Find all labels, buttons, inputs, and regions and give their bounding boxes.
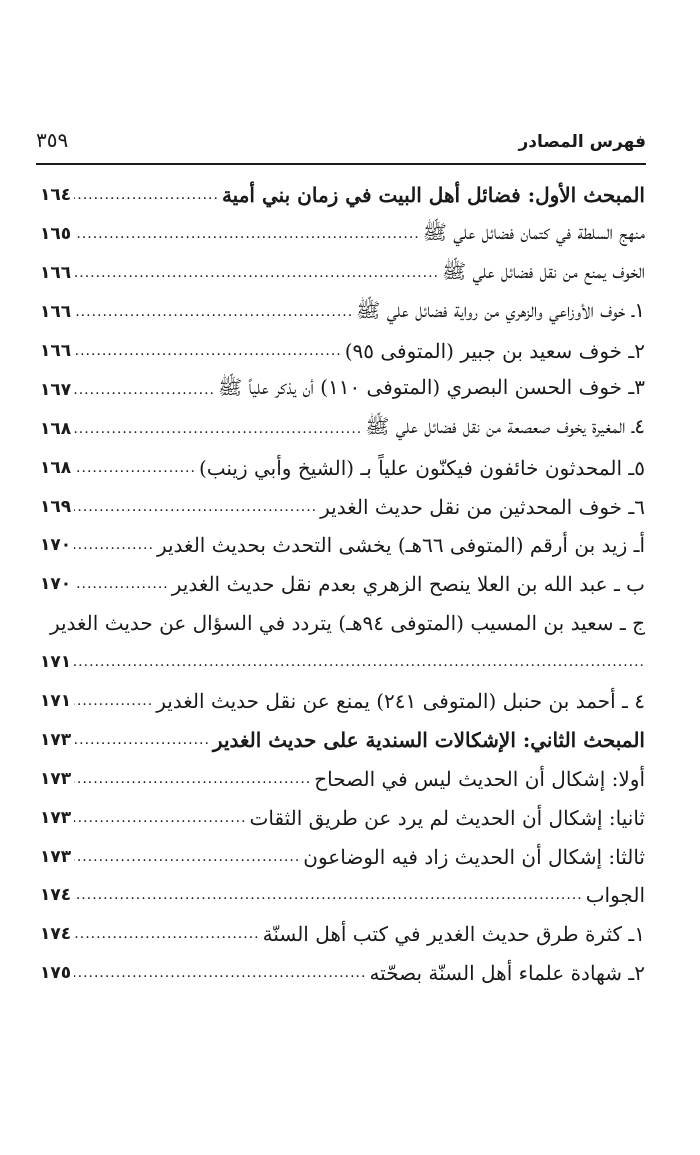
toc-entry-title: ب ـ عبد الله بن العلا ينصح الزهري بعدم نقل حديث الغدير — [171, 572, 645, 597]
toc-dot-leader — [74, 654, 645, 670]
toc-dot-leader — [74, 226, 420, 242]
toc-entry — [40, 876, 645, 915]
toc-entry-page: ١٦٦ — [40, 302, 72, 323]
toc-dot-leader — [74, 849, 300, 865]
toc-entry-page: ١٦٦ — [40, 341, 72, 361]
toc-entry-title: أـ زيد بن أرقم (المتوفى ٦٦هـ) يخشى التحدث بحديث الغدير — [156, 533, 645, 558]
toc-entry-page: ١٧٣ — [40, 729, 72, 750]
toc-entry-title: ٤ ـ أحمد بن حنبل (المتوفى ٢٤١) يمنع عن نقل حديث الغدير — [156, 689, 645, 714]
toc-dot-leader — [74, 382, 215, 398]
table-of-contents — [40, 176, 645, 993]
toc-dot-leader — [74, 771, 311, 787]
toc-entry-title: الخوف يمنع من نقل فضائل علي ﷺ — [441, 258, 645, 283]
toc-dot-leader — [74, 304, 353, 320]
toc-dot-leader — [74, 460, 196, 476]
toc-entry-page: ١٧٣ — [40, 768, 72, 789]
toc-dot-leader — [74, 187, 219, 203]
toc-dot-leader — [74, 887, 583, 903]
toc-entry-page: ١٧٠ — [40, 535, 72, 556]
toc-entry — [40, 954, 645, 993]
toc-entry-page: ١٧٤ — [40, 924, 72, 945]
toc-entry-page: ١٦٥ — [40, 224, 72, 245]
page-number: ٣٥٩ — [36, 128, 69, 152]
toc-entry-title: منهج السلطة في كتمان فضائل علي ﷺ — [422, 219, 645, 244]
toc-entry — [40, 332, 645, 371]
toc-entry — [40, 254, 645, 293]
toc-entry-page: ١٧٠ — [40, 574, 72, 595]
toc-entry — [40, 293, 645, 332]
toc-entry-title: ٢ـ شهادة علماء أهل السنّة بصحّته — [369, 961, 645, 986]
running-title: فهرس المصادر — [518, 132, 646, 152]
toc-dot-leader — [74, 810, 246, 826]
toc-entry — [40, 526, 645, 565]
toc-dot-leader — [74, 499, 317, 515]
toc-entry-page: ١٧١ — [40, 652, 72, 673]
toc-dot-leader — [74, 732, 210, 748]
toc-dot-leader — [74, 693, 153, 709]
toc-dot-leader — [74, 265, 439, 281]
toc-entry-title: أولا: إشكال أن الحديث ليس في الصحاح — [314, 766, 645, 791]
toc-entry-page: ١٧٣ — [40, 807, 72, 828]
toc-dot-leader — [74, 965, 366, 981]
toc-entry-page: ١٦٨ — [40, 457, 72, 478]
toc-entry — [40, 798, 645, 837]
toc-entry-page: ١٧٣ — [40, 846, 72, 867]
toc-entry-page: ١٦٨ — [40, 418, 72, 439]
toc-entry — [40, 915, 645, 954]
toc-entry-title: ٦ـ خوف المحدثين من نقل حديث الغدير — [320, 494, 645, 519]
toc-entry-title: ٢ـ خوف سعيد بن جبير (المتوفى ٩٥) — [344, 339, 645, 363]
toc-dot-leader — [74, 343, 342, 359]
toc-entry-title: ثانيا: إشكال أن الحديث لم يرد عن طريق الثقات — [249, 805, 645, 830]
toc-entry — [40, 643, 645, 682]
toc-entry-title: الجواب — [585, 883, 645, 908]
toc-dot-leader — [74, 421, 362, 437]
toc-dot-leader — [74, 537, 154, 553]
toc-entry-title: المبحث الأول: فضائل أهل البيت في زمان بني أمية — [221, 183, 645, 208]
toc-entry-page: ١٧٥ — [40, 963, 72, 984]
toc-entry-page: ١٧١ — [40, 691, 72, 712]
toc-entry-page: ١٦٤ — [40, 185, 72, 206]
toc-entry — [40, 720, 645, 759]
toc-entry-page: ١٦٧ — [40, 379, 72, 400]
toc-entry — [40, 682, 645, 721]
toc-dot-leader — [74, 926, 259, 942]
toc-dot-leader — [74, 576, 169, 592]
toc-entry-title: ثالثا: إشكال أن الحديث زاد فيه الوضاعون — [303, 844, 645, 869]
toc-entry — [40, 759, 645, 798]
toc-entry-title: ١ـ كثرة طرق حديث الغدير في كتب أهل السنّة — [262, 922, 645, 947]
toc-entry — [40, 215, 645, 254]
toc-entry — [40, 604, 645, 643]
toc-entry-page: ١٦٩ — [40, 496, 72, 517]
toc-entry — [40, 176, 645, 215]
toc-entry-title: ٥ـ المحدثون خائفون فيكنّون علياً بـ (الشيخ وأبي زينب) — [198, 455, 645, 480]
toc-entry-page: ١٦٦ — [40, 263, 72, 284]
toc-entry-title: ٣ـ خوف الحسن البصري (المتوفى ١١٠) أن يذكر علياً ﷺ — [217, 375, 645, 400]
page-header — [36, 118, 646, 158]
toc-entry — [40, 448, 645, 487]
toc-entry-title: ٤ـ المغيرة يخوف صعصعة من نقل فضائل علي ﷺ — [365, 414, 645, 439]
toc-entry — [40, 487, 645, 526]
toc-entry — [40, 409, 645, 448]
toc-entry — [40, 565, 645, 604]
toc-entry — [40, 370, 645, 409]
toc-entry-page: ١٧٤ — [40, 885, 72, 906]
toc-entry-title: ج ـ سعيد بن المسيب (المتوفى ٩٤هـ) يتردد في السؤال عن حديث الغدير — [49, 611, 645, 636]
header-rule — [36, 163, 646, 165]
toc-entry-title: المبحث الثاني: الإشكالات السندية على حديث الغدير — [212, 727, 645, 752]
toc-entry-title: ١ـ خوف الأوزاعي والزهري من رواية فضائل علي ﷺ — [356, 297, 645, 322]
toc-entry — [40, 837, 645, 876]
